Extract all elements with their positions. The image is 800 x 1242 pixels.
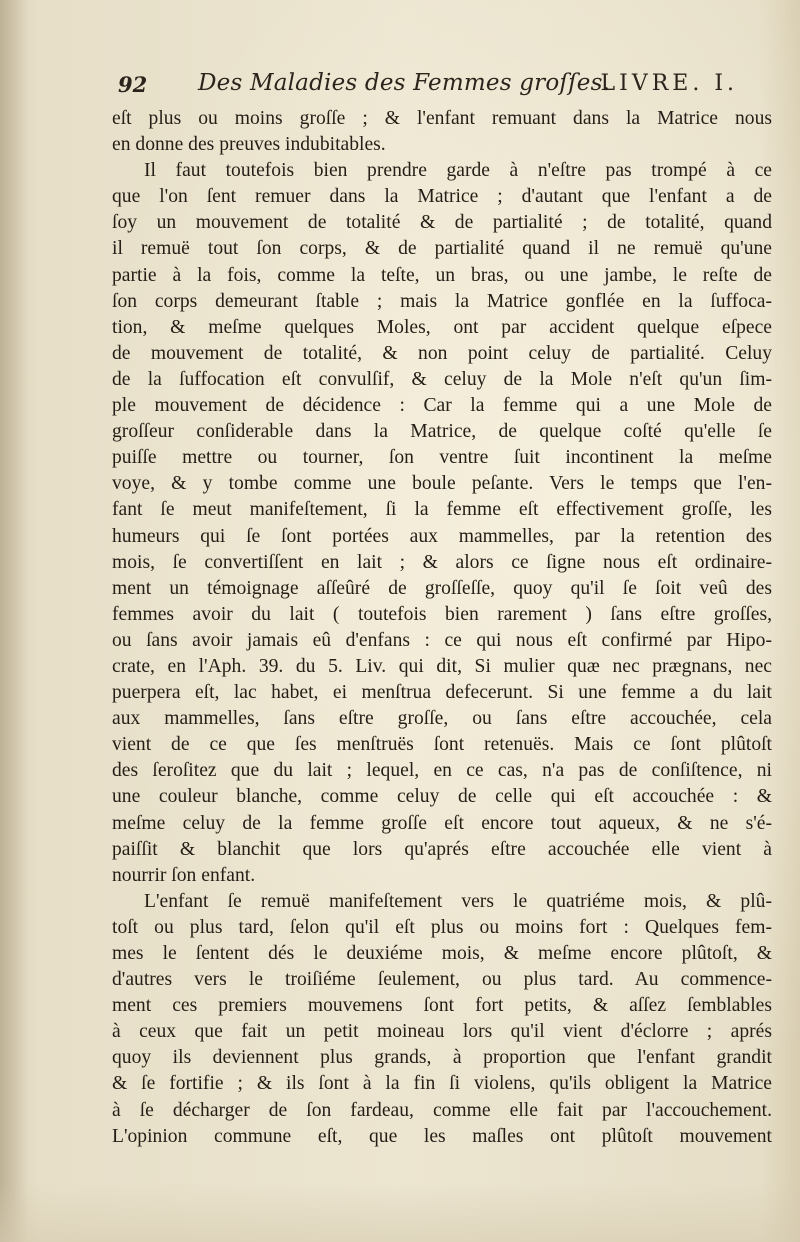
text-line: voye, & y tombe comme une boule peſante. Vers le temps que l'en- [112,473,772,495]
text-line: il remuë tout ſon corps, & de partialité quand il ne remuë qu'une [112,238,772,260]
text-line: aux mammelles, ſans eſtre groſſe, ou ſans eſtre accouchée, cela [112,708,772,730]
text-line: mois, ſe convertiſſent en lait ; & alors ce ſigne nous eſt ordinaire- [112,551,772,573]
text-line: toſt ou plus tard, ſelon qu'il eſt plus ou moins fort : Quelques fem- [112,916,772,938]
book-label: LIVRE. I. [600,71,738,96]
text-line: ment un témoignage aſſeûré de groſſeſſe, quoy qu'il ſe ſoit veû des [112,577,772,599]
text-line: en donne des preuves indubitables. [112,134,386,156]
text-line: de mouvement de totalité, & non point celuy de partialité. Celuy [112,342,772,364]
text-line: puiſſe mettre ou tourner, ſon ventre ſuit incontinent la meſme [112,447,772,469]
page-bottom-shade [0,1182,800,1242]
text-line: à ſe décharger de ſon fardeau, comme elle fait par l'accouchement. [112,1099,772,1121]
text-line: groſſeur conſiderable dans la Matrice, de quelque coſté qu'elle ſe [112,421,772,443]
text-line: mes le ſentent dés le deuxiéme mois, & meſme encore plûtoſt, & [112,943,772,964]
text-line: meſme celuy de la femme groſſe eſt encore tout aqueux, & ne s'é- [112,812,772,834]
text-line: d'autres vers le troiſiéme ſeulement, ou plus tard. Au commence- [112,969,772,991]
text-line: eſt plus ou moins groſſe ; & l'enfant remuant dans la Matrice nous [112,108,772,129]
running-title: Des Maladies des Femmes groſſes. [198,70,611,96]
text-line: ou ſans avoir jamais eû d'enfans : ce qui nous eſt confirmé par Hipo- [112,629,772,651]
text-line: des ſeroſitez que du lait ; lequel, en ce cas, n'a pas de conſiſtence, ni [112,760,772,782]
text-line: Il faut toutefois bien prendre garde à n'eſtre pas trompé à ce [144,160,772,182]
text-line: ment ces premiers mouvemens ſont fort petits, & aſſez ſemblables [112,995,772,1017]
text-line: quoy ils deviennent plus grands, à proportion que l'enfant grandit [112,1047,772,1069]
text-line: ple mouvement de décidence : Car la femme qui a une Mole de [112,395,772,417]
text-line: humeurs qui ſe ſont portées aux mammelles, par la retention des [112,525,772,547]
text-line: L'opinion commune eſt, que les maſles ont plûtoſt mouvement [112,1125,772,1147]
text-line: à ceux que fait un petit moineau lors qu'il vient d'éclorre ; aprés [112,1021,772,1043]
text-line: tion, & meſme quelques Moles, ont par accident quelque eſpece [112,316,772,338]
text-line: L'enfant ſe remuë manifeſtement vers le quatriéme mois, & plû- [144,890,772,912]
text-line: crate, en l'Aph. 39. du 5. Liv. qui dit, Si mulier quæ nec prægnans, nec [112,655,772,677]
text-line: ſoy un mouvement de totalité & de partialité ; de totalité, quand [112,212,772,234]
spine-shadow [0,0,28,1242]
text-line: de la ſuffocation eſt convulſif, & celuy de la Mole n'eſt qu'un ſim- [112,368,772,390]
text-line: vient de ce que ſes menſtruës ſont retenuës. Mais ce ſont plûtoſt [112,734,772,756]
page-header [118,66,758,106]
text-line: femmes avoir du lait ( toutefois bien rarement ) ſans eſtre groſſes, [112,603,772,625]
text-line: fant ſe meut manifeſtement, ſi la femme eſt effectivement groſſe, les [112,499,772,521]
page-number: 92 [118,72,148,97]
text-line: nourrir ſon enfant. [112,864,256,886]
text-line: ſon corps demeurant ſtable ; mais la Matrice gonflée en la ſuffoca- [112,290,772,312]
text-line: paiſſit & blanchit que lors qu'aprés eſtre accouchée elle vient à [112,838,772,860]
text-line: partie à la fois, comme la teſte, un bras, ou une jambe, le reſte de [112,264,772,286]
body-text [112,106,772,1150]
text-line: & ſe fortifie ; & ils ſont à la fin ſi violens, qu'ils obligent la Matrice [112,1073,772,1095]
text-line: puerpera eſt, lac habet, ei menſtrua defecerunt. Si une femme a du lait [112,682,772,704]
text-line: que l'on ſent remuer dans la Matrice ; d'autant que l'enfant a de [112,186,772,208]
text-line: une couleur blanche, comme celuy de celle qui eſt accouchée : & [112,786,772,808]
